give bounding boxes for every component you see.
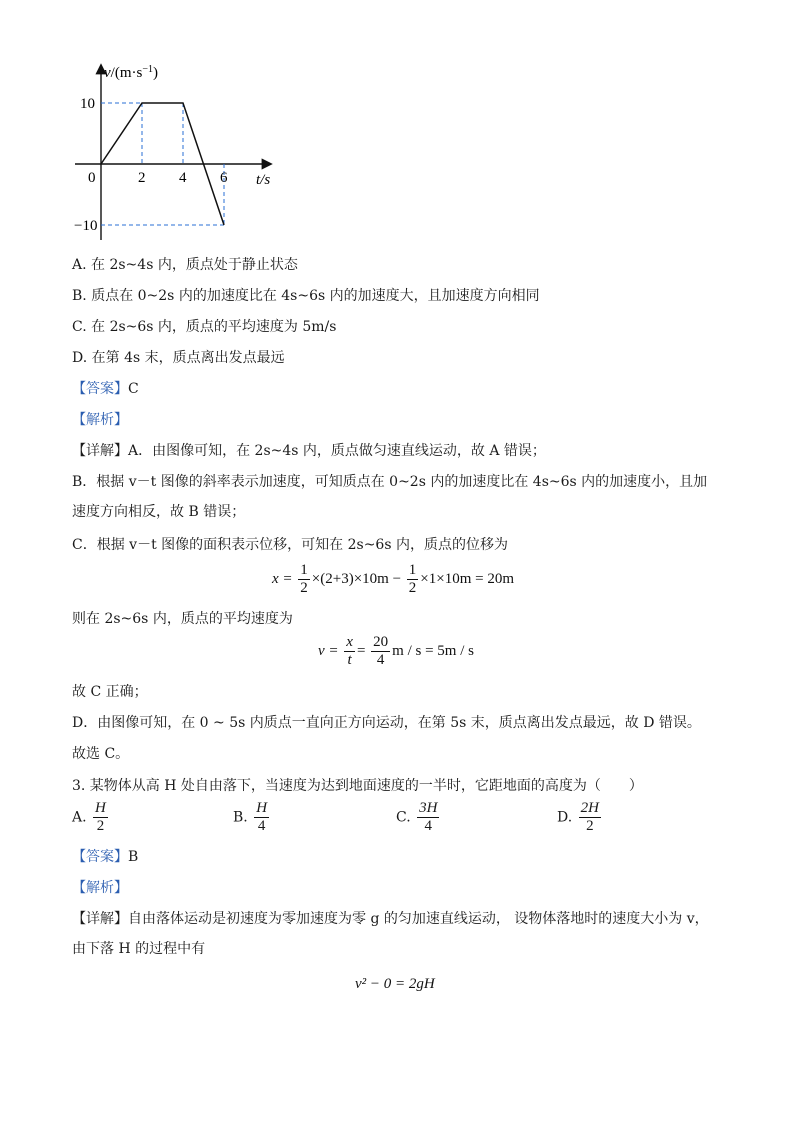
- displacement-formula: x = $\frac{1}{2}$ ×(2+3)×10m − $\frac{1}{2}$ ×1×10m = 20m: [272, 562, 514, 596]
- x-tick-label: 2: [138, 170, 146, 186]
- q2-detail-line4: 则在 2s~6s 内，质点的平均速度为: [72, 611, 293, 627]
- q2-detail-line1: 【详解】A．由图像可知，在 2s~4s 内，质点做匀速直线运动，故 A 错误；: [72, 443, 546, 459]
- velocity-formula: v = $\frac{x}{t}$ = $\frac{20}{4}$ m / s = 5m / s: [318, 634, 474, 668]
- x-tick-label: 4: [179, 170, 187, 186]
- q2-analysis-label: 【解析】: [72, 412, 128, 428]
- q3-option-a: A. $\frac{H}{2}$: [72, 800, 106, 834]
- q2-detail-line6: D．由图像可知，在 0 ~ 5s 内质点一直向正方向运动，在第 5s 末，质点离出发点最远，故 D 错误。: [72, 715, 701, 731]
- q3-option-c: C. $\frac{3H}{4}$: [396, 800, 438, 834]
- origin-label: 0: [88, 170, 96, 186]
- q2-answer: [72, 379, 139, 399]
- answer-label: 【答案】: [72, 381, 128, 397]
- q2-option-d: D. 在第 4s 末，质点离出发点最远: [72, 350, 285, 366]
- answer-value: B: [128, 849, 139, 865]
- fraction: $\frac{20}{4}$: [373, 634, 389, 668]
- q3-analysis-label: 【解析】: [72, 880, 128, 896]
- y-tick-label: 10: [80, 96, 95, 112]
- q2-detail-line7: 故选 C。: [72, 746, 130, 762]
- x-tick-label: 6: [220, 170, 228, 186]
- y-tick-label: −10: [74, 218, 98, 234]
- q2-option-b: B. 质点在 0~2s 内的加速度比在 4s~6s 内的加速度大，且加速度方向相同: [72, 288, 540, 304]
- q3-option-d: D. $\frac{2H}{2}$: [557, 800, 599, 834]
- vt-graph: [70, 60, 330, 260]
- q3-detail: 【详解】自由落体运动是初速度为零加速度为零 g 的匀加速直线运动， 设物体落地时的速度大小为 v，由下落 H 的过程中有: [72, 911, 709, 957]
- q3-answer: [72, 847, 138, 867]
- free-fall-formula: v² − 0 = 2gH: [355, 976, 435, 992]
- fraction: $\frac{x}{t}$: [346, 634, 353, 668]
- q2-detail-line2: B．根据 v－t 图像的斜率表示加速度，可知质点在 0~2s 内的加速度比在 4s~6s 内的加速度小，且加速度方向相反，故 B 错误；: [72, 474, 708, 520]
- y-axis-label: $v/(m\cdot s^{-1})$: [104, 63, 158, 81]
- answer-value: C: [128, 381, 139, 397]
- q3-option-b: B. $\frac{H}{4}$: [233, 800, 268, 834]
- x-axis-label: t/s: [256, 172, 271, 188]
- q2-detail-line3: C．根据 v－t 图像的面积表示位移，可知在 2s~6s 内，质点的位移为: [72, 537, 508, 553]
- q3-stem: 3. 某物体从高 H 处自由落下，当速度为达到地面速度的一半时，它距地面的高度为（ ）: [72, 778, 643, 794]
- fraction: $\frac{1}{2}$: [300, 562, 308, 596]
- q2-detail-line5: 故 C 正确；: [72, 684, 148, 700]
- fraction: $\frac{1}{2}$: [408, 562, 417, 596]
- answer-label: 【答案】: [72, 849, 128, 865]
- q2-option-c: C. 在 2s~6s 内，质点的平均速度为 5m/s: [72, 319, 337, 335]
- q2-option-a: A. 在 2s~4s 内，质点处于静止状态: [72, 257, 298, 273]
